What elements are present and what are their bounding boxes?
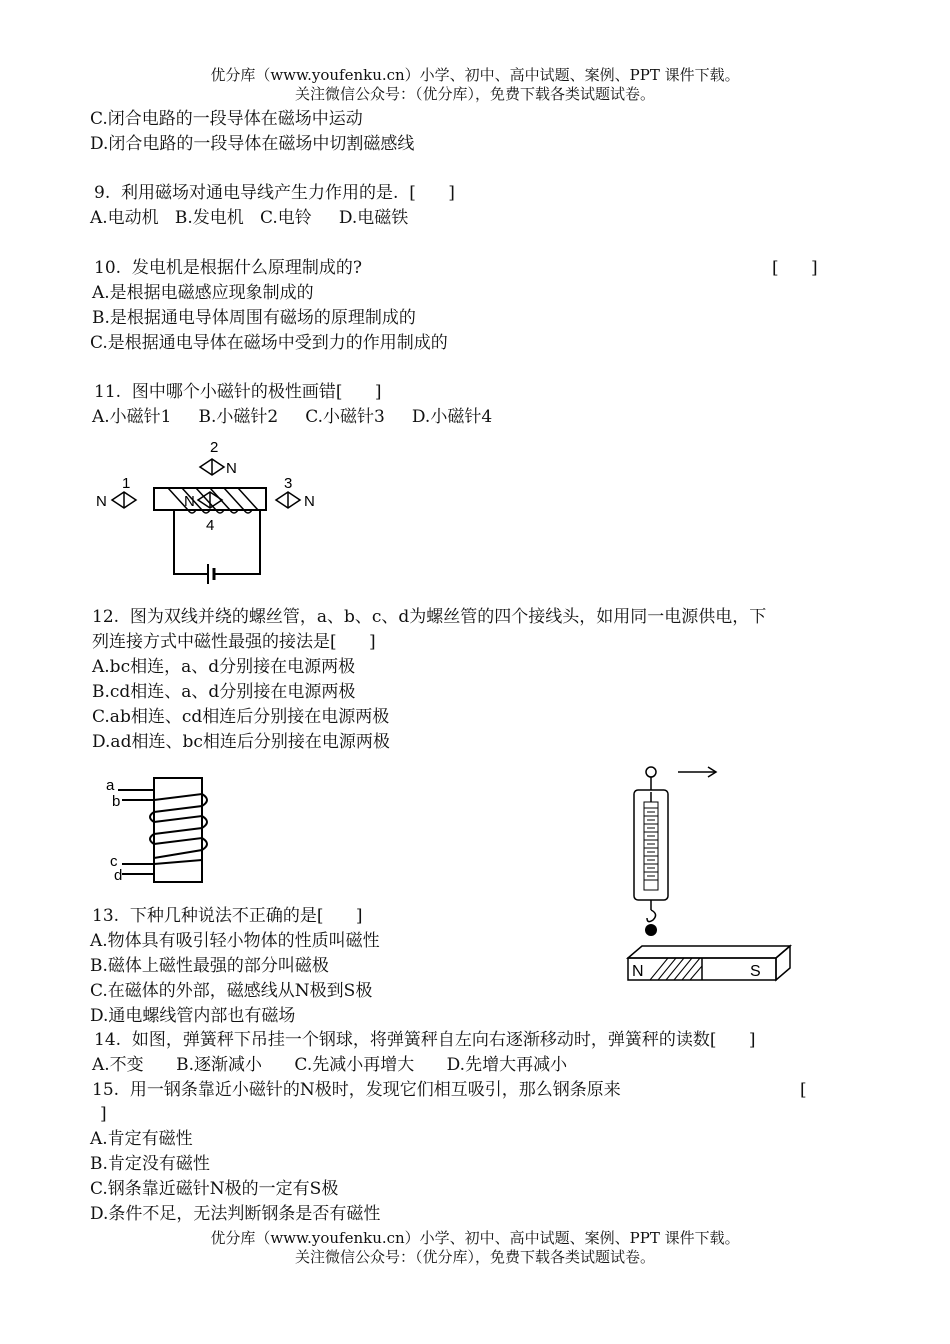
q14-options: A.不变 B.逐渐减小 C.先减小再增大 D.先增大再减小 xyxy=(92,1055,568,1075)
q13-stem: 13. 下种几种说法不正确的是[ ] xyxy=(92,906,363,926)
q13-option-d: D.通电螺线管内部也有磁场 xyxy=(90,1006,296,1026)
q12-option-d: D.ad相连、bc相连后分别接在电源两极 xyxy=(92,732,390,752)
q11-stem: 11. 图中哪个小磁针的极性画错[ ] xyxy=(94,382,382,402)
q10-option-a: A.是根据电磁感应现象制成的 xyxy=(92,283,314,303)
svg-text:N: N xyxy=(184,493,195,510)
svg-text:d: d xyxy=(114,867,123,884)
q12-option-c: C.ab相连、cd相连后分别接在电源两极 xyxy=(92,707,390,727)
q12-option-b: B.cd相连、a、d分别接在电源两极 xyxy=(92,682,356,702)
q12-stem-line-1: 12. 图为双线并绕的螺丝管，a、b、c、d为螺丝管的四个接线头，如用同一电源供电，下 xyxy=(92,607,767,627)
q10-bracket: [ ] xyxy=(772,258,818,278)
svg-text:c: c xyxy=(110,853,118,870)
q15-option-d: D.条件不足，无法判断钢条是否有磁性 xyxy=(90,1204,381,1224)
q15-option-a: A.肯定有磁性 xyxy=(90,1129,193,1149)
compass-needle-3 xyxy=(276,475,315,510)
svg-text:2: 2 xyxy=(210,439,219,456)
q10-stem: 10. 发电机是根据什么原理制成的? xyxy=(94,258,362,278)
q14-stem: 14. 如图，弹簧秤下吊挂一个钢球，将弹簧秤自左向右逐渐移动时，弹簧秤的读数[ ] xyxy=(94,1030,756,1050)
svg-text:S: S xyxy=(750,963,761,980)
q14-spring-scale-figure xyxy=(620,762,800,986)
footer-line-2: 关注微信公众号：（优分库），免费下载各类试题试卷。 xyxy=(294,1248,655,1266)
q12-option-a: A.bc相连，a、d分别接在电源两极 xyxy=(92,657,356,677)
compass-needle-4 xyxy=(184,492,222,534)
svg-text:3: 3 xyxy=(284,475,293,492)
q11-solenoid-figure xyxy=(90,436,340,586)
svg-text:N: N xyxy=(96,493,107,510)
q15-stem: 15. 用一钢条靠近小磁针的N极时，发现它们相互吸引，那么钢条原来 xyxy=(92,1080,621,1100)
q12-stem-line-2: 列连接方式中磁性最强的接法是[ ] xyxy=(92,632,376,652)
q15-option-b: B.肯定没有磁性 xyxy=(90,1154,210,1174)
compass-needle-1 xyxy=(96,475,136,510)
footer-line-1: 优分库（www.youfenku.cn）小学、初中、高中试题、案例、PPT 课件下载。 xyxy=(210,1229,740,1247)
svg-text:4: 4 xyxy=(206,517,215,534)
q13-option-a: A.物体具有吸引轻小物体的性质叫磁性 xyxy=(90,931,380,951)
q15-bracket-open: [ xyxy=(800,1080,807,1100)
compass-needle-2 xyxy=(200,439,237,477)
svg-text:N: N xyxy=(304,493,315,510)
svg-text:N: N xyxy=(226,460,237,477)
header-line-2: 关注微信公众号：（优分库），免费下载各类试题试卷。 xyxy=(294,85,655,103)
svg-text:a: a xyxy=(106,777,115,794)
q8-option-d: D.闭合电路的一段导体在磁场中切割磁感线 xyxy=(90,134,415,154)
q15-option-c: C.钢条靠近磁针N极的一定有S极 xyxy=(90,1179,339,1199)
q11-options: A.小磁针1 B.小磁针2 C.小磁针3 D.小磁针4 xyxy=(92,407,493,427)
q9-stem: 9. 利用磁场对通电导线产生力作用的是. [ ] xyxy=(94,183,455,203)
svg-text:1: 1 xyxy=(122,475,131,492)
header-line-1: 优分库（www.youfenku.cn）小学、初中、高中试题、案例、PPT 课件下载。 xyxy=(210,66,740,84)
q9-options: A.电动机 B.发电机 C.电铃 D.电磁铁 xyxy=(90,208,409,228)
svg-text:N: N xyxy=(632,963,644,980)
q12-double-coil-figure xyxy=(100,776,220,888)
q10-option-c: C.是根据通电导体在磁场中受到力的作用制成的 xyxy=(90,333,448,353)
q15-bracket-close: ] xyxy=(100,1104,107,1124)
q13-option-b: B.磁体上磁性最强的部分叫磁极 xyxy=(90,956,329,976)
q10-option-b: B.是根据通电导体周围有磁场的原理制成的 xyxy=(92,308,416,328)
q8-option-c: C.闭合电路的一段导体在磁场中运动 xyxy=(90,109,363,129)
svg-text:b: b xyxy=(112,793,121,810)
q13-option-c: C.在磁体的外部，磁感线从N极到S极 xyxy=(90,981,373,1001)
